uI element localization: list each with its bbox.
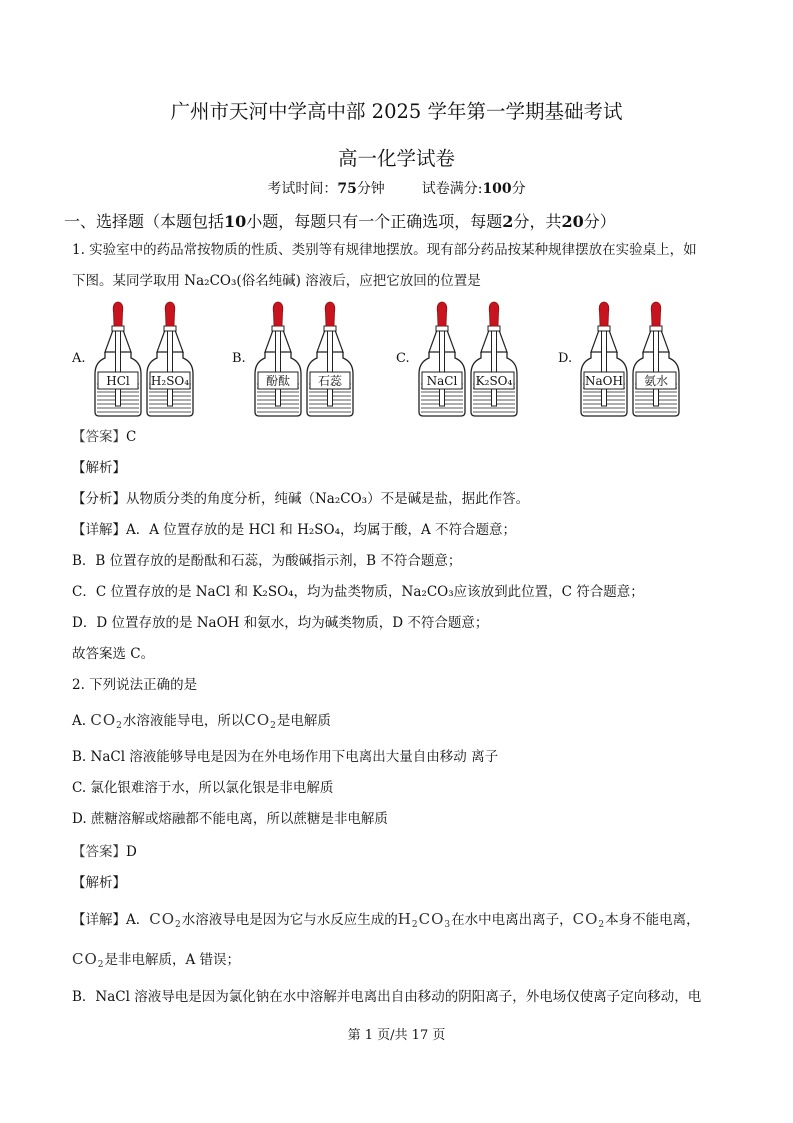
reagent-bottles-icon [577,300,682,418]
section-title-mid: 小题，每题只有一个正确选项，每题 [246,212,503,231]
q1-option-c [396,300,546,418]
q1-fenxi: 【分析】从物质分类的角度分析，纯碱（Na₂CO₃）不是碱是盐，据此作答。 [72,491,530,507]
q1-conclusion: 故答案选 C。 [72,646,155,662]
q1-stem-line2: 下图。某同学取用 Na₂CO₃(俗名纯碱) 溶液后，应把它放回的位置是 [72,273,481,289]
paper-title: 高一化学试卷 [337,147,455,170]
section-points: 2 [502,212,514,231]
bottle-label: 石蕊 [317,374,343,388]
formula-co2: $CO_2$ [149,910,182,930]
reagent-bottle-2 [633,302,679,416]
q2-stem: 2. 下列说法正确的是 [72,677,198,693]
q2-detail-mid1: 水溶液导电是因为它与水反应生成的 [181,912,398,928]
q2-detail-mid3: 本身不能电离， [605,912,700,928]
exam-time-unit: 分钟 [356,181,385,197]
option-letter: D. [558,351,573,366]
q2-option-a-post: 是电解质 [276,713,331,729]
bottle-label: 氨水 [643,374,669,388]
reagent-bottle-2 [147,302,193,416]
reagent-bottles-icon [91,300,196,418]
q1-option-a [72,300,222,418]
q2-option-b: B. NaCl 溶液能够导电是因为在外电场作用下电离出大量自由移动 离子 [72,749,499,765]
exam-time-value: 75 [337,181,357,197]
section-title [64,209,616,232]
section-title-prefix: 一、选择题（本题包括 [64,212,225,231]
q2-detail-mid2: 在水中电离出离子， [451,912,573,928]
exam-time-label: 考试时间： [267,181,338,197]
reagent-bottle-1 [255,302,301,416]
section-total: 20 [561,212,584,231]
option-letter: A. [72,713,87,729]
full-score-unit: 分 [511,181,526,197]
q1-detail-b: B．B 位置存放的是酚酞和石蕊，为酸碱指示剂，B 不符合题意； [72,553,462,569]
bottle-label: NaOH [585,374,623,388]
q2-option-a-mid: 水溶液能导电，所以 [122,713,245,729]
bottle-label: 酚酞 [265,374,291,388]
school-title: 广州市天河中学高中部 2025 学年第一学期基础考试 [170,100,623,123]
full-score-label: 试卷满分: [421,181,483,197]
answer-value: D [126,844,137,860]
q1-option-b [232,300,382,418]
formula-h2co3: $H_2CO_3$ [397,910,452,930]
formula-co2: $CO_2$ [572,910,606,930]
reagent-bottle-2 [307,302,353,416]
answer-tag: 【答案】 [72,844,126,860]
section-count: 10 [224,212,247,231]
option-letter: B. [232,351,246,366]
q1-option-d [558,300,708,418]
q2-option-d: D. 蔗糖溶解或熔融都不能电离，所以蔗糖是非电解质 [72,811,388,827]
answer-value: C [126,429,137,445]
q1-answer [72,428,136,446]
q2-detail-prefix: 【详解】A． [72,912,150,928]
q2-option-a [72,711,331,735]
reagent-bottle-2 [471,302,517,416]
option-letter: A. [72,351,86,366]
q2-option-c: C. 氯化银难溶于水，所以氯化银是非电解质 [72,780,334,796]
bottle-label: H₂SO₄ [150,374,190,388]
q2-detail-a-line1 [72,910,700,934]
answer-tag: 【答案】 [72,429,126,445]
reagent-bottle-1 [95,302,141,416]
reagent-bottles-icon [415,300,520,418]
exam-meta [0,178,793,198]
formula-co2: $CO_2$ [90,711,123,731]
q1-detail-a: 【详解】A．A 位置存放的是 HCl 和 H₂SO₄，均属于酸，A 不符合题意； [72,522,517,538]
q1-analysis-tag: 【解析】 [72,460,126,476]
section-title-suffix: 分） [583,212,616,231]
section-title-mid2: 分，共 [513,212,562,231]
reagent-bottle-1 [419,302,465,416]
bottle-label: HCl [106,374,130,388]
option-letter: C. [396,351,410,366]
full-score-value: 100 [482,181,512,197]
q2-answer [72,843,137,861]
reagent-bottles-icon [251,300,356,418]
q1-detail-d: D．D 位置存放的是 NaOH 和氨水，均为碱类物质，D 不符合题意； [72,615,489,631]
page-footer: 第 1 页/共 17 页 [347,1028,446,1043]
q1-stem-line1: 1. 实验室中的药品常按物质的性质、类别等有规律地摆放。现有部分药品按某种规律摆放在实验桌上，如 [72,242,697,258]
q2-detail-line2-post: 是非电解质，A 错误； [104,952,241,968]
bottle-label: K₂SO₄ [475,374,513,388]
q2-detail-a-line2 [72,950,240,974]
q2-detail-b: B．NaCl 溶液导电是因为氯化钠在水中溶解并电离出自由移动的阴阳离子，外电场仅使离子定向移动，电 [72,989,702,1005]
q1-detail-c: C．C 位置存放的是 NaCl 和 K₂SO₄，均为盐类物质，Na₂CO₃应该放到此位置，C 符合题意； [72,584,644,600]
q2-analysis-tag: 【解析】 [72,875,126,891]
formula-co2: $CO_2$ [244,711,277,731]
reagent-bottle-1 [581,302,627,416]
bottle-label: NaCl [426,374,458,388]
formula-co2: $CO_2$ [72,950,105,970]
